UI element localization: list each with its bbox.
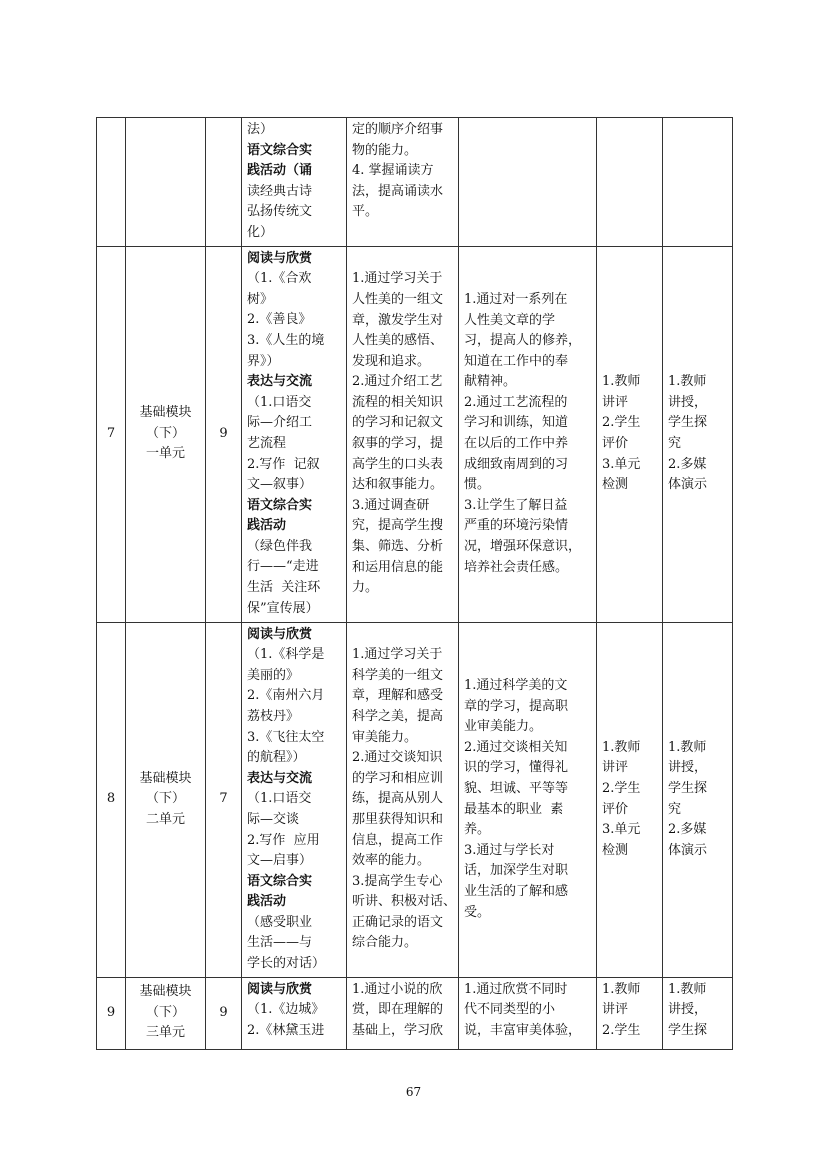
content-line: 的航程》）: [247, 750, 306, 766]
content-line: （1.《合欢: [247, 271, 312, 287]
assessment-cell: [597, 622, 663, 977]
quality-cell: [459, 246, 597, 622]
row-number-cell: [97, 118, 126, 247]
module-cell: [126, 622, 206, 977]
method-line: 学生探: [668, 415, 708, 431]
table-row: [97, 622, 733, 977]
module-line: （下）: [145, 1004, 185, 1020]
quality-line: 受。: [464, 904, 491, 920]
content-line: 保”宣传展）: [247, 600, 319, 616]
module-cell: [126, 118, 206, 247]
hours-value: 9: [219, 425, 228, 441]
module-line: 一单元: [145, 446, 185, 462]
assess-line: 3.单元: [602, 822, 641, 838]
quality-line: 成细致南周到的习: [464, 456, 569, 472]
content-line: 语文综合实: [247, 497, 313, 513]
quality-line: 人性美文章的学: [464, 312, 556, 328]
module-line: 基础模块: [139, 770, 192, 786]
goals-line: 力。: [352, 580, 379, 596]
content-line: 际—介绍工: [247, 415, 313, 431]
method-cell: [663, 977, 733, 1049]
goals-line: 流程的相关知识: [352, 394, 444, 410]
quality-cell: [459, 118, 597, 247]
method-line: 讲授，: [668, 760, 708, 776]
quality-line: 1.通过对一系列在: [464, 291, 568, 307]
module-cell: [126, 977, 206, 1049]
goals-line: 综合能力。: [352, 935, 418, 951]
content-cell: [242, 246, 347, 622]
content-line: 2.写作 记叙: [247, 456, 320, 472]
goals-cell: [347, 246, 459, 622]
assess-line: 3.单元: [602, 456, 641, 472]
quality-line: 2.通过交谈相关知: [464, 739, 568, 755]
content-line: 树》: [247, 291, 274, 307]
content-line: 化）: [247, 224, 274, 240]
goals-line: 那里获得知识和: [352, 811, 444, 827]
table-row: [97, 118, 733, 247]
content-line: 阅读与欣赏: [247, 981, 313, 997]
method-line: 究: [668, 801, 682, 817]
method-lines: [668, 372, 727, 496]
row-number: 7: [106, 425, 116, 441]
goals-line: 赏，即在理解的: [352, 1002, 444, 1018]
goals-line: 正确记录的语文: [352, 914, 444, 930]
assess-lines: [602, 980, 657, 1042]
method-line: 1.教师: [668, 739, 707, 755]
goals-lines: [352, 269, 453, 599]
goals-line: 1.通过学习关于: [352, 271, 443, 287]
assess-line: 讲评: [602, 1002, 629, 1018]
content-line: 荔枝丹》: [247, 708, 300, 724]
assess-line: 讲评: [602, 760, 629, 776]
goals-line: 高学生的口头表: [352, 456, 444, 472]
method-cell: [663, 622, 733, 977]
goals-line: 人性美的感悟、: [352, 333, 444, 349]
content-line: 践活动: [247, 894, 287, 910]
content-cell: [242, 977, 347, 1049]
assess-line: 评价: [602, 801, 629, 817]
module-line: （下）: [145, 791, 185, 807]
quality-lines: [464, 676, 591, 923]
assessment-cell: [597, 118, 663, 247]
goals-lines: [352, 120, 453, 223]
method-line: 1.教师: [668, 374, 707, 390]
method-line: 讲授，: [668, 1002, 708, 1018]
goals-line: 的学习和记叙文: [352, 415, 444, 431]
content-line: 践活动（诵: [247, 163, 313, 179]
assessment-cell: [597, 977, 663, 1049]
method-line: 1.教师: [668, 981, 707, 997]
quality-line: 识的学习，懂得礼: [464, 760, 569, 776]
quality-line: 2.通过工艺流程的: [464, 394, 568, 410]
goals-cell: [347, 977, 459, 1049]
goals-line: 人性美的一组文: [352, 291, 444, 307]
content-line: （绿色伴我: [247, 538, 313, 554]
method-cell: [663, 246, 733, 622]
content-line: （感受职业: [247, 914, 313, 930]
quality-line: 3.通过与学长对: [464, 842, 555, 858]
content-cell: [242, 622, 347, 977]
quality-line: 严重的环境污染情: [464, 518, 569, 534]
table-row: [97, 246, 733, 622]
hours-cell: [206, 977, 242, 1049]
goals-line: 练，提高从别人: [352, 791, 444, 807]
content-line: 2.《林黛玉进: [247, 1022, 325, 1038]
content-line: 生活 关注环: [247, 580, 321, 596]
content-line: 学长的对话）: [247, 956, 326, 972]
content-line: 阅读与欣赏: [247, 250, 313, 266]
module-line: 三单元: [145, 1025, 185, 1041]
quality-cell: [459, 977, 597, 1049]
module-line: 基础模块: [139, 984, 192, 1000]
quality-cell: [459, 622, 597, 977]
goals-line: 科学之美，提高: [352, 708, 444, 724]
quality-line: 业审美能力。: [464, 719, 543, 735]
content-line: 践活动: [247, 518, 287, 534]
quality-line: 习，提高人的修养，: [464, 333, 582, 349]
content-lines: [247, 120, 341, 244]
goals-line: 3.通过调查研: [352, 497, 430, 513]
assess-line: 1.教师: [602, 981, 641, 997]
quality-line: 在以后的工作中养: [464, 436, 569, 452]
goals-line: 究，提高学生搜: [352, 518, 444, 534]
content-line: 语文综合实: [247, 873, 313, 889]
method-line: 2.多媒: [668, 456, 707, 472]
content-line: 艺流程: [247, 435, 287, 451]
quality-line: 献精神。: [464, 374, 517, 390]
method-cell: [663, 118, 733, 247]
method-line: 2.多媒: [668, 822, 707, 838]
row-number-cell: [97, 622, 126, 977]
assess-lines: [602, 372, 657, 496]
goals-line: 章，激发学生对: [352, 312, 444, 328]
content-line: 表达与交流: [247, 770, 313, 786]
method-line: 学生探: [668, 781, 708, 797]
content-line: 界》）: [247, 353, 280, 369]
quality-line: 3.让学生了解日益: [464, 497, 568, 513]
quality-line: 养。: [464, 822, 491, 838]
goals-line: 信息，提高工作: [352, 832, 444, 848]
hours-value: 9: [219, 1004, 228, 1020]
goals-line: 2.通过交谈知识: [352, 750, 443, 766]
goals-lines: [352, 980, 453, 1042]
content-line: 3.《人生的境: [247, 332, 325, 348]
content-line: 语文综合实: [247, 142, 313, 158]
method-line: 体演示: [668, 477, 708, 493]
goals-line: 2.通过介绍工艺: [352, 374, 443, 390]
hours-cell: [206, 246, 242, 622]
assessment-cell: [597, 246, 663, 622]
module-line: 基础模块: [139, 405, 192, 421]
goals-line: 4. 掌握诵读方: [352, 163, 434, 179]
content-line: 文—叙事）: [247, 477, 313, 493]
hours-cell: [206, 622, 242, 977]
content-line: （1.口语交: [247, 791, 312, 807]
table-row: [97, 977, 733, 1049]
assess-line: 讲评: [602, 394, 629, 410]
assess-line: 检测: [602, 477, 629, 493]
page-number: 67: [405, 1085, 422, 1099]
goals-line: 1.通过学习关于: [352, 647, 443, 663]
table-body: [97, 118, 733, 1050]
quality-line: 1.通过欣赏不同时: [464, 981, 568, 997]
quality-lines: [464, 290, 591, 578]
goals-line: 听讲、积极对话、: [352, 894, 457, 910]
quality-line: 培养社会责任感。: [464, 559, 569, 575]
assess-lines: [602, 738, 657, 862]
content-lines: [247, 625, 341, 975]
goals-cell: [347, 118, 459, 247]
goals-line: 平。: [352, 204, 379, 220]
content-lines: [247, 249, 341, 620]
quality-line: 惯。: [464, 477, 491, 493]
quality-line: 貌、坦诚、平等等: [464, 781, 569, 797]
goals-line: 集、筛选、分析: [352, 539, 444, 555]
content-lines: [247, 980, 341, 1042]
content-line: 2.写作 应用: [247, 832, 320, 848]
content-line: 生活——与: [247, 935, 313, 951]
quality-line: 业生活的了解和感: [464, 883, 569, 899]
goals-line: 和运用信息的能: [352, 559, 444, 575]
content-line: 2.《南州六月: [247, 688, 325, 704]
content-line: 2.《善良》: [247, 312, 312, 328]
method-line: 体演示: [668, 842, 708, 858]
goals-line: 物的能力。: [352, 142, 418, 158]
content-line: 美丽的》: [247, 667, 300, 683]
goals-line: 基础上，学习欣: [352, 1022, 444, 1038]
goals-line: 的学习和相应训: [352, 770, 444, 786]
row-number-cell: [97, 246, 126, 622]
hours-value: 7: [219, 791, 228, 807]
assess-line: 检测: [602, 842, 629, 858]
goals-line: 3.提高学生专心: [352, 873, 443, 889]
content-line: 表达与交流: [247, 374, 313, 390]
goals-line: 叙事的学习，提: [352, 436, 444, 452]
content-line: 3.《飞往太空: [247, 729, 325, 745]
content-line: 法）: [247, 122, 274, 137]
content-line: （1.《科学是: [247, 647, 325, 663]
module-cell: [126, 246, 206, 622]
quality-line: 章的学习，提高职: [464, 698, 569, 714]
method-line: 究: [668, 436, 682, 452]
assess-line: 1.教师: [602, 739, 641, 755]
method-line: 学生探: [668, 1022, 708, 1038]
content-line: 弘扬传统文: [247, 204, 313, 220]
quality-lines: [464, 980, 591, 1042]
quality-line: 话，加深学生对职: [464, 863, 569, 879]
row-number: 9: [106, 1004, 116, 1020]
module-line: 二单元: [145, 811, 185, 827]
content-cell: [242, 118, 347, 247]
quality-line: 学习和训练，知道: [464, 415, 569, 431]
assess-line: 2.学生: [602, 1022, 641, 1038]
content-line: 文—启事）: [247, 853, 313, 869]
goals-line: 效率的能力。: [352, 853, 431, 869]
goals-line: 发现和追求。: [352, 353, 431, 369]
goals-line: 1.通过小说的欣: [352, 981, 443, 997]
quality-line: 最基本的职业 素: [464, 801, 564, 817]
assess-line: 评价: [602, 436, 629, 452]
row-number-cell: [97, 977, 126, 1049]
quality-line: 说，丰富审美体验，: [464, 1022, 582, 1038]
method-lines: [668, 980, 727, 1042]
quality-line: 代不同类型的小: [464, 1002, 556, 1018]
quality-line: 况，增强环保意识，: [464, 539, 582, 555]
quality-line: 知道在工作中的奉: [464, 353, 569, 369]
content-line: 读经典古诗: [247, 183, 313, 199]
quality-line: 1.通过科学美的文: [464, 678, 568, 694]
hours-cell: [206, 118, 242, 247]
goals-lines: [352, 645, 457, 954]
goals-line: 科学美的一组文: [352, 667, 444, 683]
content-line: 行——“走进: [247, 559, 319, 575]
assess-line: 2.学生: [602, 781, 641, 797]
assess-line: 1.教师: [602, 374, 641, 390]
curriculum-table: [96, 117, 733, 1050]
goals-cell: [347, 622, 459, 977]
content-line: （1.口语交: [247, 394, 312, 410]
method-line: 讲授，: [668, 394, 708, 410]
content-line: 际—交谈: [247, 811, 300, 827]
content-line: （1.《边城》: [247, 1002, 325, 1018]
assess-line: 2.学生: [602, 415, 641, 431]
row-number: 8: [106, 791, 116, 807]
content-line: 阅读与欣赏: [247, 626, 313, 642]
method-lines: [668, 738, 727, 862]
module-line: （下）: [145, 425, 185, 441]
goals-line: 审美能力。: [352, 729, 418, 745]
goals-line: 定的顺序介绍事: [352, 122, 444, 137]
goals-line: 法，提高诵读水: [352, 183, 444, 199]
goals-line: 达和叙事能力。: [352, 477, 444, 493]
goals-line: 章，理解和感受: [352, 688, 444, 704]
